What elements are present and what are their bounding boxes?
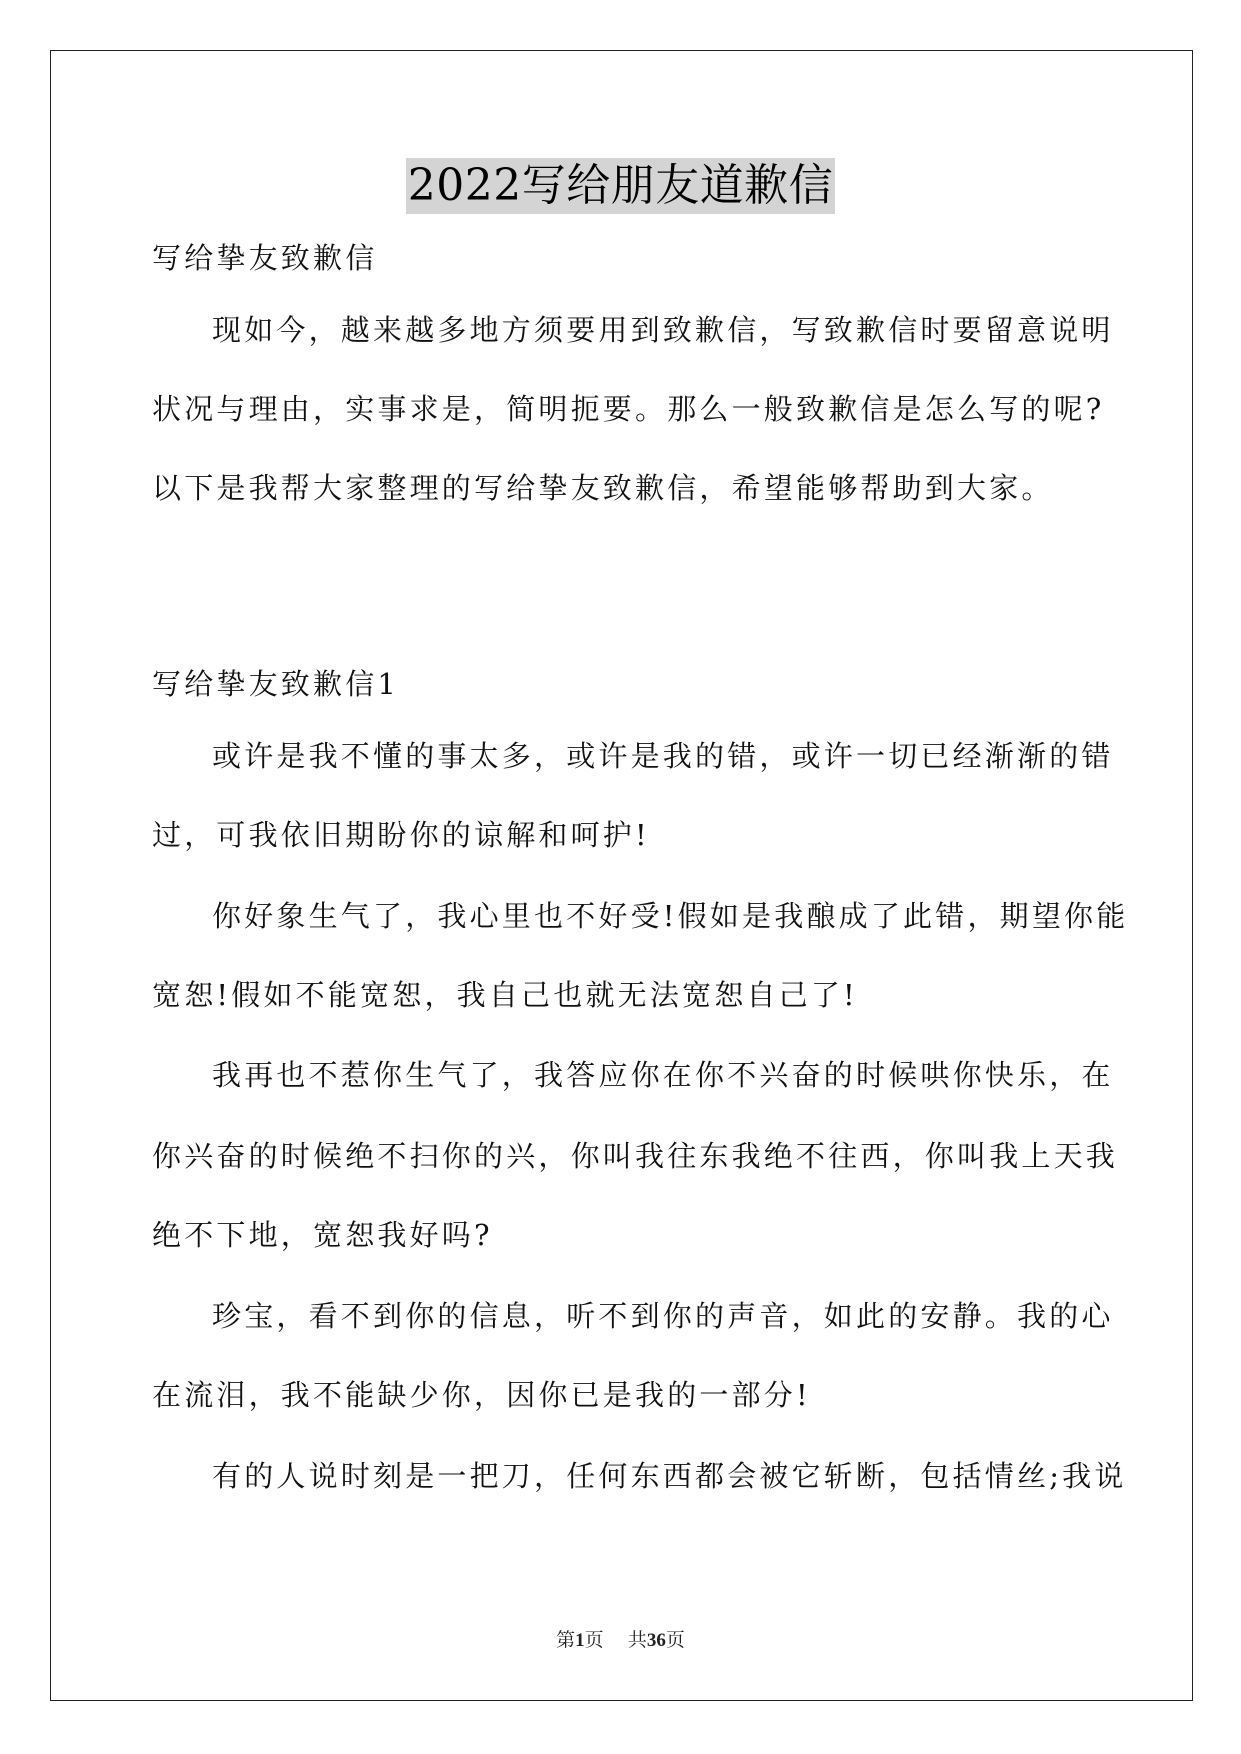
page-suffix: 页 — [584, 1629, 604, 1651]
paragraph-line: 现如今，越来越多地方须要用到致歉信，写致歉信时要留意说明 — [212, 313, 1114, 347]
paragraph-line: 或许是我不懂的事太多，或许是我的错，或许一切已经渐渐的错 — [212, 739, 1114, 773]
paragraph-line: 有的人说时刻是一把刀，任何东西都会被它斩断，包括情丝;我说 — [212, 1459, 1127, 1493]
paragraph-line: 状况与理由，实事求是，简明扼要。那么一般致歉信是怎么写的呢? — [152, 392, 1105, 426]
paragraph-line: 宽恕!假如不能宽恕，我自己也就无法宽恕自己了! — [152, 978, 858, 1012]
title-container — [0, 158, 1241, 214]
paragraph-line: 绝不下地，宽恕我好吗? — [152, 1218, 493, 1252]
page-total: 36 — [646, 1630, 666, 1651]
page-footer — [0, 1628, 1241, 1653]
paragraph-line: 你兴奋的时候绝不扫你的兴，你叫我往东我绝不往西，你叫我上天我 — [152, 1139, 1119, 1173]
total-prefix: 共 — [627, 1629, 647, 1651]
total-suffix: 页 — [665, 1629, 685, 1651]
document-title: 2022写给朋友道歉信 — [406, 158, 835, 214]
page-prefix: 第 — [556, 1629, 576, 1651]
paragraph-line: 在流泪，我不能缺少你，因你已是我的一部分! — [152, 1378, 811, 1412]
paragraph-line: 过，可我依旧期盼你的谅解和呵护! — [152, 818, 650, 852]
paragraph-line: 珍宝，看不到你的信息，听不到你的声音，如此的安静。我的心 — [212, 1299, 1114, 1333]
page-border — [50, 50, 1193, 1701]
page-current: 1 — [575, 1630, 585, 1651]
section-heading: 写给挚友致歉信 — [152, 241, 378, 275]
paragraph-line: 以下是我帮大家整理的写给挚友致歉信，希望能够帮助到大家。 — [152, 471, 1054, 505]
paragraph-line: 我再也不惹你生气了，我答应你在你不兴奋的时候哄你快乐，在 — [212, 1058, 1114, 1092]
section-heading: 写给挚友致歉信1 — [152, 667, 400, 701]
paragraph-line: 你好象生气了，我心里也不好受!假如是我酿成了此错，期望你能 — [212, 899, 1129, 933]
